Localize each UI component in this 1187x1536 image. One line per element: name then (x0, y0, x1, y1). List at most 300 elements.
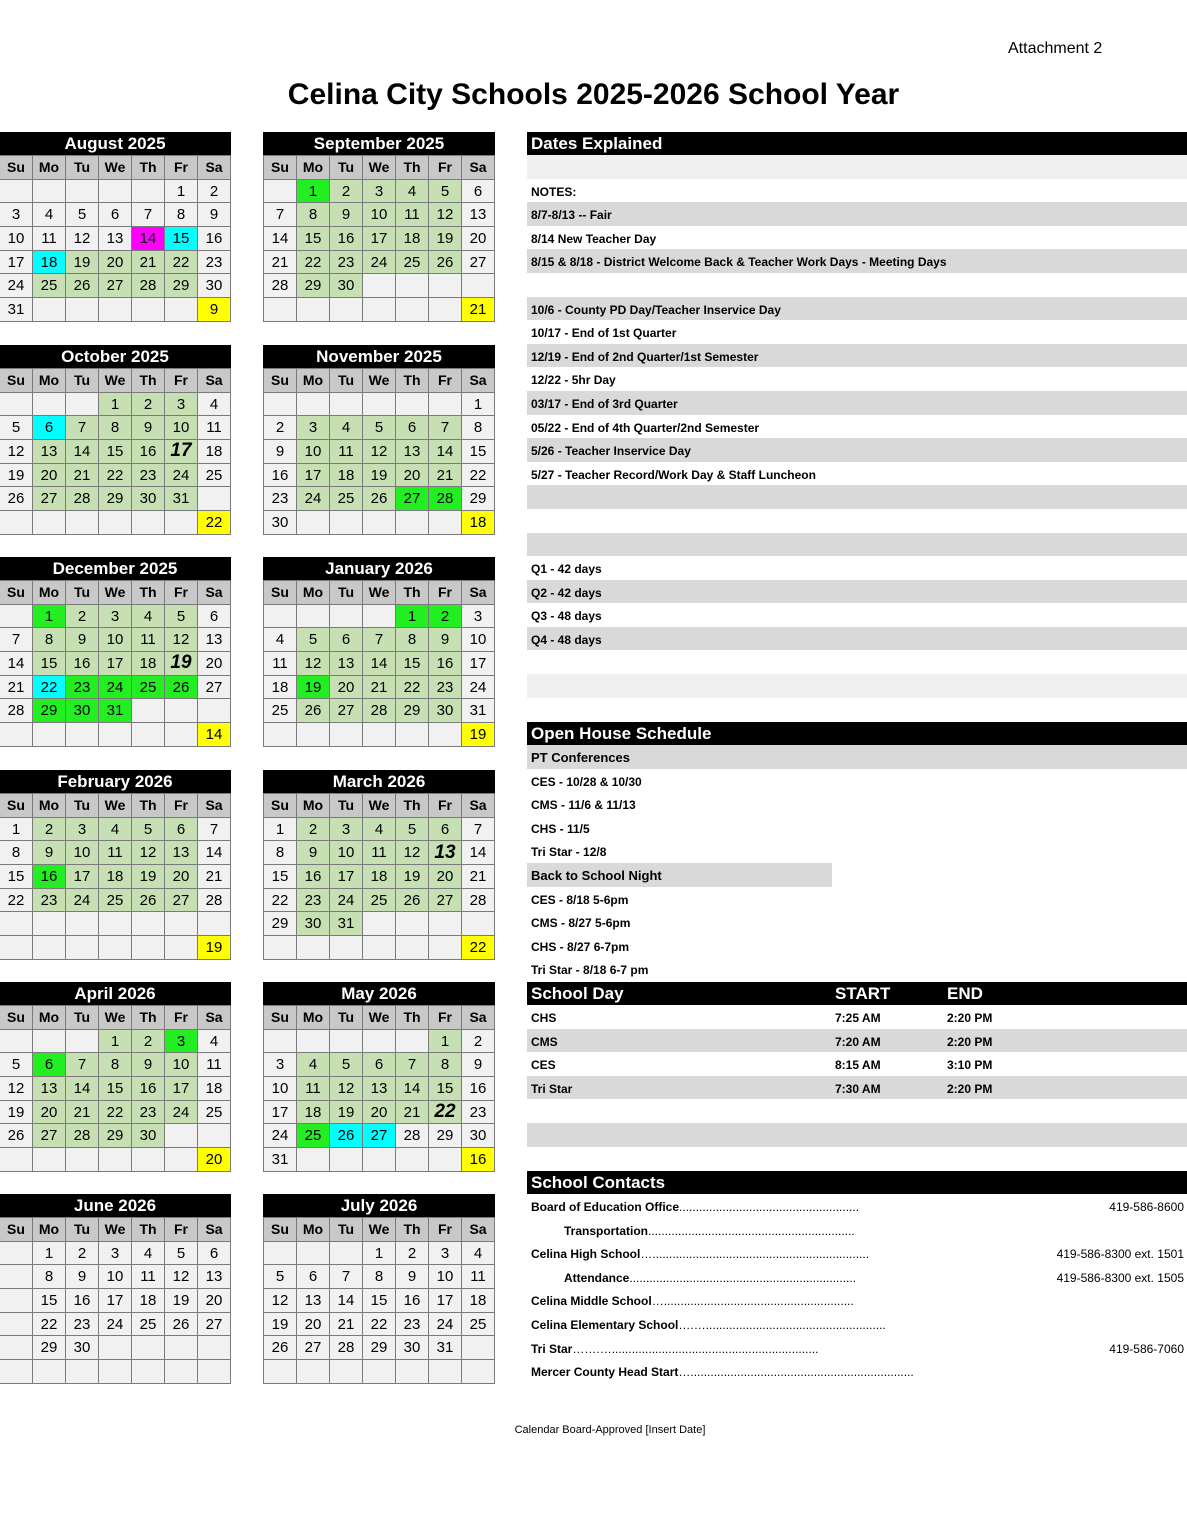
end-time: 2:20 PM (947, 1034, 993, 1049)
weekday-header: Su (264, 794, 297, 818)
day-cell (264, 1241, 297, 1265)
day-cell: 10 (99, 1265, 132, 1289)
day-cell: 2 (297, 817, 330, 841)
day-cell (99, 912, 132, 936)
day-cell: 10 (165, 1053, 198, 1077)
day-cell (264, 392, 297, 416)
day-cell: 22 (429, 1100, 462, 1124)
day-cell: 26 (330, 1124, 363, 1148)
day-cell (0, 392, 33, 416)
contact-row (527, 1218, 1187, 1242)
contact-name: Transportation (564, 1223, 649, 1238)
day-cell: 19 (297, 675, 330, 699)
weekday-header: Th (396, 369, 429, 393)
month-title: February 2026 (0, 770, 231, 793)
day-cell: 7 (66, 416, 99, 440)
day-cell (33, 723, 66, 747)
day-cell (33, 1360, 66, 1384)
day-cell: 28 (429, 487, 462, 511)
day-cell: 9 (66, 1265, 99, 1289)
day-cell (363, 604, 396, 628)
day-cell: 30 (462, 1124, 495, 1148)
day-cell: 18 (264, 675, 297, 699)
day-cell: 25 (99, 888, 132, 912)
contact-row (527, 1312, 1187, 1336)
day-cell: 22 (396, 675, 429, 699)
day-cell: 15 (462, 440, 495, 464)
month-title: September 2025 (263, 132, 495, 155)
contact-phone: 419-586-7060 (1109, 1341, 1184, 1356)
day-cell: 1 (0, 817, 33, 841)
day-cell: 22 (462, 463, 495, 487)
weekday-header: Tu (66, 369, 99, 393)
dates-explained-row: 8/15 & 8/18 - District Welcome Back & Teacher Work Days - Meeting Days (527, 249, 1187, 273)
day-cell: 1 (429, 1029, 462, 1053)
start-time: 7:20 AM (835, 1034, 881, 1049)
day-cell: 7 (363, 628, 396, 652)
day-cell (396, 1360, 429, 1384)
day-cell (0, 179, 33, 203)
day-cell: 27 (33, 1124, 66, 1148)
day-cell: 15 (297, 227, 330, 251)
day-cell (429, 1148, 462, 1172)
day-cell: 17 (297, 463, 330, 487)
dates-explained-row (527, 155, 1187, 179)
day-cell: 22 (462, 936, 495, 960)
day-cell: 20 (297, 1312, 330, 1336)
day-cell: 27 (198, 675, 231, 699)
day-cell (0, 1289, 33, 1313)
dates-explained-row: Q1 - 42 days (531, 562, 602, 577)
day-cell: 25 (396, 250, 429, 274)
day-cell: 8 (33, 628, 66, 652)
day-cell: 30 (396, 1336, 429, 1360)
day-cell: 13 (33, 1077, 66, 1101)
day-cell: 13 (165, 841, 198, 865)
day-cell: 29 (396, 699, 429, 723)
weekday-header: We (363, 794, 396, 818)
day-cell (264, 936, 297, 960)
weekday-header: Su (0, 794, 33, 818)
day-cell: 6 (198, 1241, 231, 1265)
dates-explained-row (527, 273, 1187, 297)
weekday-header: Tu (330, 1006, 363, 1030)
day-cell: 4 (462, 1241, 495, 1265)
weekday-header: Su (0, 156, 33, 180)
day-cell: 9 (330, 203, 363, 227)
day-cell: 29 (363, 1336, 396, 1360)
day-cell: 10 (66, 841, 99, 865)
weekday-header: We (99, 156, 132, 180)
month-title: May 2026 (263, 982, 495, 1005)
day-cell: 29 (264, 912, 297, 936)
weekday-header: We (363, 1006, 396, 1030)
dates-explained-row: 10/6 - County PD Day/Teacher Inservice Day (527, 297, 1187, 321)
day-cell: 19 (0, 1100, 33, 1124)
contact-row (527, 1265, 1187, 1289)
day-cell: 3 (99, 1241, 132, 1265)
day-cell: 13 (462, 203, 495, 227)
day-cell: 3 (0, 203, 33, 227)
day-cell (165, 511, 198, 535)
day-cell: 31 (264, 1148, 297, 1172)
day-cell: 17 (0, 250, 33, 274)
day-cell (297, 1148, 330, 1172)
day-cell: 15 (33, 652, 66, 676)
day-cell: 11 (198, 1053, 231, 1077)
weekday-header: Mo (297, 581, 330, 605)
dates-explained-row: 8/7-8/13 -- Fair (527, 202, 1187, 226)
day-cell: 20 (396, 463, 429, 487)
day-cell (429, 392, 462, 416)
dates-explained-row: 12/22 - 5hr Day (531, 373, 616, 388)
day-cell: 19 (363, 463, 396, 487)
month-calendar (0, 770, 231, 960)
day-cell: 25 (363, 888, 396, 912)
month-calendar (263, 770, 495, 960)
day-cell: 28 (264, 274, 297, 298)
day-cell: 12 (396, 841, 429, 865)
day-cell (297, 1360, 330, 1384)
day-cell (66, 298, 99, 322)
day-cell: 15 (429, 1077, 462, 1101)
open-house-row: CMS - 8/27 5-6pm (531, 916, 631, 931)
weekday-header: Th (132, 1218, 165, 1242)
day-cell (363, 936, 396, 960)
weekday-header: Tu (330, 794, 363, 818)
day-cell (396, 1029, 429, 1053)
day-cell: 9 (198, 298, 231, 322)
day-cell (66, 392, 99, 416)
month-calendar (263, 132, 495, 322)
weekday-header: Sa (462, 794, 495, 818)
day-cell: 12 (363, 440, 396, 464)
month-title: August 2025 (0, 132, 231, 155)
weekday-header: Sa (462, 1218, 495, 1242)
day-cell: 26 (165, 1312, 198, 1336)
day-cell: 14 (396, 1077, 429, 1101)
day-cell: 14 (198, 723, 231, 747)
day-cell: 11 (330, 440, 363, 464)
day-cell (396, 1148, 429, 1172)
school-day-heading (527, 982, 1187, 1005)
day-cell: 23 (462, 1100, 495, 1124)
weekday-header: Th (132, 369, 165, 393)
day-cell: 5 (264, 1265, 297, 1289)
day-cell: 9 (396, 1265, 429, 1289)
day-cell: 23 (132, 1100, 165, 1124)
day-cell: 27 (396, 487, 429, 511)
contact-name: Celina High School (531, 1247, 641, 1262)
day-cell: 23 (396, 1312, 429, 1336)
day-cell: 19 (165, 652, 198, 676)
day-cell (330, 1148, 363, 1172)
day-cell (330, 723, 363, 747)
day-cell (330, 298, 363, 322)
day-cell: 27 (297, 1336, 330, 1360)
dates-explained-row (527, 674, 1187, 698)
day-cell: 17 (99, 1289, 132, 1313)
weekday-header: Mo (33, 581, 66, 605)
day-cell: 2 (330, 179, 363, 203)
day-cell: 4 (99, 817, 132, 841)
day-cell (132, 936, 165, 960)
open-house-heading: Open House Schedule (527, 722, 1187, 745)
day-cell (462, 1336, 495, 1360)
month-calendar (263, 1194, 495, 1384)
day-cell: 7 (330, 1265, 363, 1289)
contact-row (527, 1336, 1187, 1360)
dates-explained-row: 03/17 - End of 3rd Quarter (527, 391, 1187, 415)
day-cell: 29 (99, 1124, 132, 1148)
weekday-header: Fr (429, 1218, 462, 1242)
weekday-header: Fr (165, 794, 198, 818)
weekday-header: We (99, 1006, 132, 1030)
weekday-header: Mo (297, 1006, 330, 1030)
day-cell: 29 (165, 274, 198, 298)
contact-name: Board of Education Office (531, 1200, 680, 1214)
contact-row (527, 1241, 1187, 1265)
day-cell: 28 (363, 699, 396, 723)
day-cell: 1 (33, 604, 66, 628)
day-cell: 28 (132, 274, 165, 298)
day-cell: 26 (66, 274, 99, 298)
day-cell: 10 (462, 628, 495, 652)
day-cell: 26 (132, 888, 165, 912)
day-cell: 2 (429, 604, 462, 628)
day-cell (297, 723, 330, 747)
open-house-row: CHS - 8/27 6-7pm (531, 939, 630, 954)
day-cell (264, 298, 297, 322)
day-cell: 6 (396, 416, 429, 440)
day-cell: 5 (330, 1053, 363, 1077)
day-cell: 27 (165, 888, 198, 912)
day-cell: 11 (363, 841, 396, 865)
day-cell: 10 (0, 227, 33, 251)
day-cell: 18 (99, 865, 132, 889)
month-calendar (0, 132, 231, 322)
day-cell (66, 179, 99, 203)
day-cell (66, 723, 99, 747)
weekday-header: Tu (66, 581, 99, 605)
weekday-header: We (363, 1218, 396, 1242)
day-cell (66, 912, 99, 936)
day-cell: 12 (165, 1265, 198, 1289)
day-cell (0, 1336, 33, 1360)
day-cell: 3 (363, 179, 396, 203)
weekday-header: We (363, 369, 396, 393)
day-cell: 11 (132, 628, 165, 652)
day-cell (297, 1241, 330, 1265)
school-name: CES (531, 1058, 556, 1073)
day-cell: 21 (132, 250, 165, 274)
day-cell (0, 1148, 33, 1172)
weekday-header: Mo (297, 369, 330, 393)
weekday-header: We (99, 581, 132, 605)
weekday-header: Sa (198, 581, 231, 605)
open-house-row: CMS - 11/6 & 11/13 (531, 798, 636, 813)
day-cell (33, 1029, 66, 1053)
day-cell: 16 (132, 440, 165, 464)
day-cell: 12 (66, 227, 99, 251)
day-cell: 11 (462, 1265, 495, 1289)
start-time: 8:15 AM (835, 1058, 881, 1073)
day-cell: 13 (330, 652, 363, 676)
day-cell: 30 (132, 487, 165, 511)
day-cell (165, 1336, 198, 1360)
day-cell: 22 (198, 511, 231, 535)
contact-leader: …….….............................................................. (572, 1341, 819, 1356)
day-cell: 20 (198, 652, 231, 676)
day-cell: 22 (99, 1100, 132, 1124)
day-cell: 23 (429, 675, 462, 699)
dates-explained-row: 10/17 - End of 1st Quarter (531, 326, 677, 341)
day-cell (0, 604, 33, 628)
day-cell: 5 (363, 416, 396, 440)
day-cell: 4 (330, 416, 363, 440)
month-title: October 2025 (0, 345, 231, 368)
day-cell: 15 (264, 865, 297, 889)
day-cell: 1 (165, 179, 198, 203)
day-cell (165, 1124, 198, 1148)
weekday-header: Tu (330, 581, 363, 605)
day-cell: 10 (99, 628, 132, 652)
day-cell: 9 (132, 1053, 165, 1077)
day-cell: 7 (429, 416, 462, 440)
day-cell: 16 (330, 227, 363, 251)
day-cell: 23 (66, 675, 99, 699)
end-time: 3:10 PM (947, 1058, 993, 1073)
day-cell: 26 (264, 1336, 297, 1360)
weekday-header: Th (132, 581, 165, 605)
day-cell (363, 1029, 396, 1053)
day-cell: 16 (33, 865, 66, 889)
day-cell: 12 (297, 652, 330, 676)
day-cell: 24 (462, 675, 495, 699)
day-cell: 29 (99, 487, 132, 511)
day-cell (99, 511, 132, 535)
day-cell (132, 912, 165, 936)
day-cell: 6 (99, 203, 132, 227)
contact-name: Mercer County Head Start (531, 1365, 679, 1380)
weekday-header: Th (396, 794, 429, 818)
day-cell (429, 274, 462, 298)
day-cell: 14 (330, 1289, 363, 1313)
day-cell (0, 1241, 33, 1265)
contact-leader: ….…...................................................... (678, 1317, 886, 1332)
weekday-header: We (99, 794, 132, 818)
day-cell: 9 (33, 841, 66, 865)
end-column-label: END (947, 984, 983, 1003)
day-cell: 9 (429, 628, 462, 652)
day-cell (0, 912, 33, 936)
day-cell: 19 (66, 250, 99, 274)
day-cell (132, 179, 165, 203)
weekday-header: Fr (429, 581, 462, 605)
day-cell: 17 (165, 440, 198, 464)
day-cell: 25 (132, 1312, 165, 1336)
day-cell: 27 (363, 1124, 396, 1148)
footer-note: Calendar Board-Approved [Insert Date] (514, 1424, 706, 1436)
day-cell: 12 (132, 841, 165, 865)
day-cell: 15 (99, 440, 132, 464)
day-cell (165, 912, 198, 936)
day-cell: 4 (132, 1241, 165, 1265)
day-cell: 4 (33, 203, 66, 227)
day-cell (264, 604, 297, 628)
weekday-header: Sa (198, 156, 231, 180)
weekday-header: Sa (198, 1218, 231, 1242)
day-cell: 22 (99, 463, 132, 487)
day-cell: 9 (297, 841, 330, 865)
month-title: June 2026 (0, 1194, 231, 1217)
school-name: Tri Star (531, 1081, 573, 1096)
day-cell: 16 (297, 865, 330, 889)
dates-explained-row: 5/27 - Teacher Record/Work Day & Staff Luncheon (531, 467, 816, 482)
day-cell: 24 (99, 1312, 132, 1336)
day-cell: 16 (396, 1289, 429, 1313)
day-cell: 1 (99, 392, 132, 416)
day-cell: 23 (297, 888, 330, 912)
end-time: 2:20 PM (947, 1011, 993, 1025)
weekday-header: Tu (66, 156, 99, 180)
day-cell: 6 (33, 416, 66, 440)
day-cell: 14 (363, 652, 396, 676)
day-cell (297, 936, 330, 960)
weekday-header: We (99, 1218, 132, 1242)
day-cell (396, 274, 429, 298)
day-cell (0, 511, 33, 535)
day-cell: 31 (0, 298, 33, 322)
day-cell: 11 (264, 652, 297, 676)
day-cell (198, 1360, 231, 1384)
contact-name: Tri Star (531, 1341, 573, 1356)
contact-name: Celina Middle School (531, 1294, 652, 1309)
day-cell: 19 (462, 723, 495, 747)
day-cell: 15 (165, 227, 198, 251)
open-house-row: Tri Star - 8/18 6-7 pm (531, 963, 649, 978)
day-cell: 15 (33, 1289, 66, 1313)
day-cell: 30 (264, 511, 297, 535)
weekday-header: Su (0, 581, 33, 605)
day-cell: 21 (330, 1312, 363, 1336)
weekday-header: We (99, 369, 132, 393)
dates-explained-row (527, 509, 1187, 533)
dates-explained-row: 5/26 - Teacher Inservice Day (527, 438, 1187, 462)
open-house-row: CHS - 11/5 (531, 821, 590, 836)
day-cell: 2 (33, 817, 66, 841)
day-cell: 22 (264, 888, 297, 912)
day-cell: 30 (66, 1336, 99, 1360)
day-cell: 30 (66, 699, 99, 723)
day-cell: 11 (99, 841, 132, 865)
dates-explained-panel (527, 132, 1187, 721)
school-day-title: School Day (531, 984, 624, 1003)
day-cell: 27 (33, 487, 66, 511)
day-cell: 9 (66, 628, 99, 652)
day-cell: 8 (165, 203, 198, 227)
day-cell: 23 (330, 250, 363, 274)
day-cell: 14 (264, 227, 297, 251)
day-cell: 6 (429, 817, 462, 841)
day-cell (165, 699, 198, 723)
day-cell: 23 (264, 487, 297, 511)
day-cell: 18 (330, 463, 363, 487)
day-cell (396, 723, 429, 747)
month-title: April 2026 (0, 982, 231, 1005)
weekday-header: Th (132, 794, 165, 818)
day-cell: 17 (363, 227, 396, 251)
